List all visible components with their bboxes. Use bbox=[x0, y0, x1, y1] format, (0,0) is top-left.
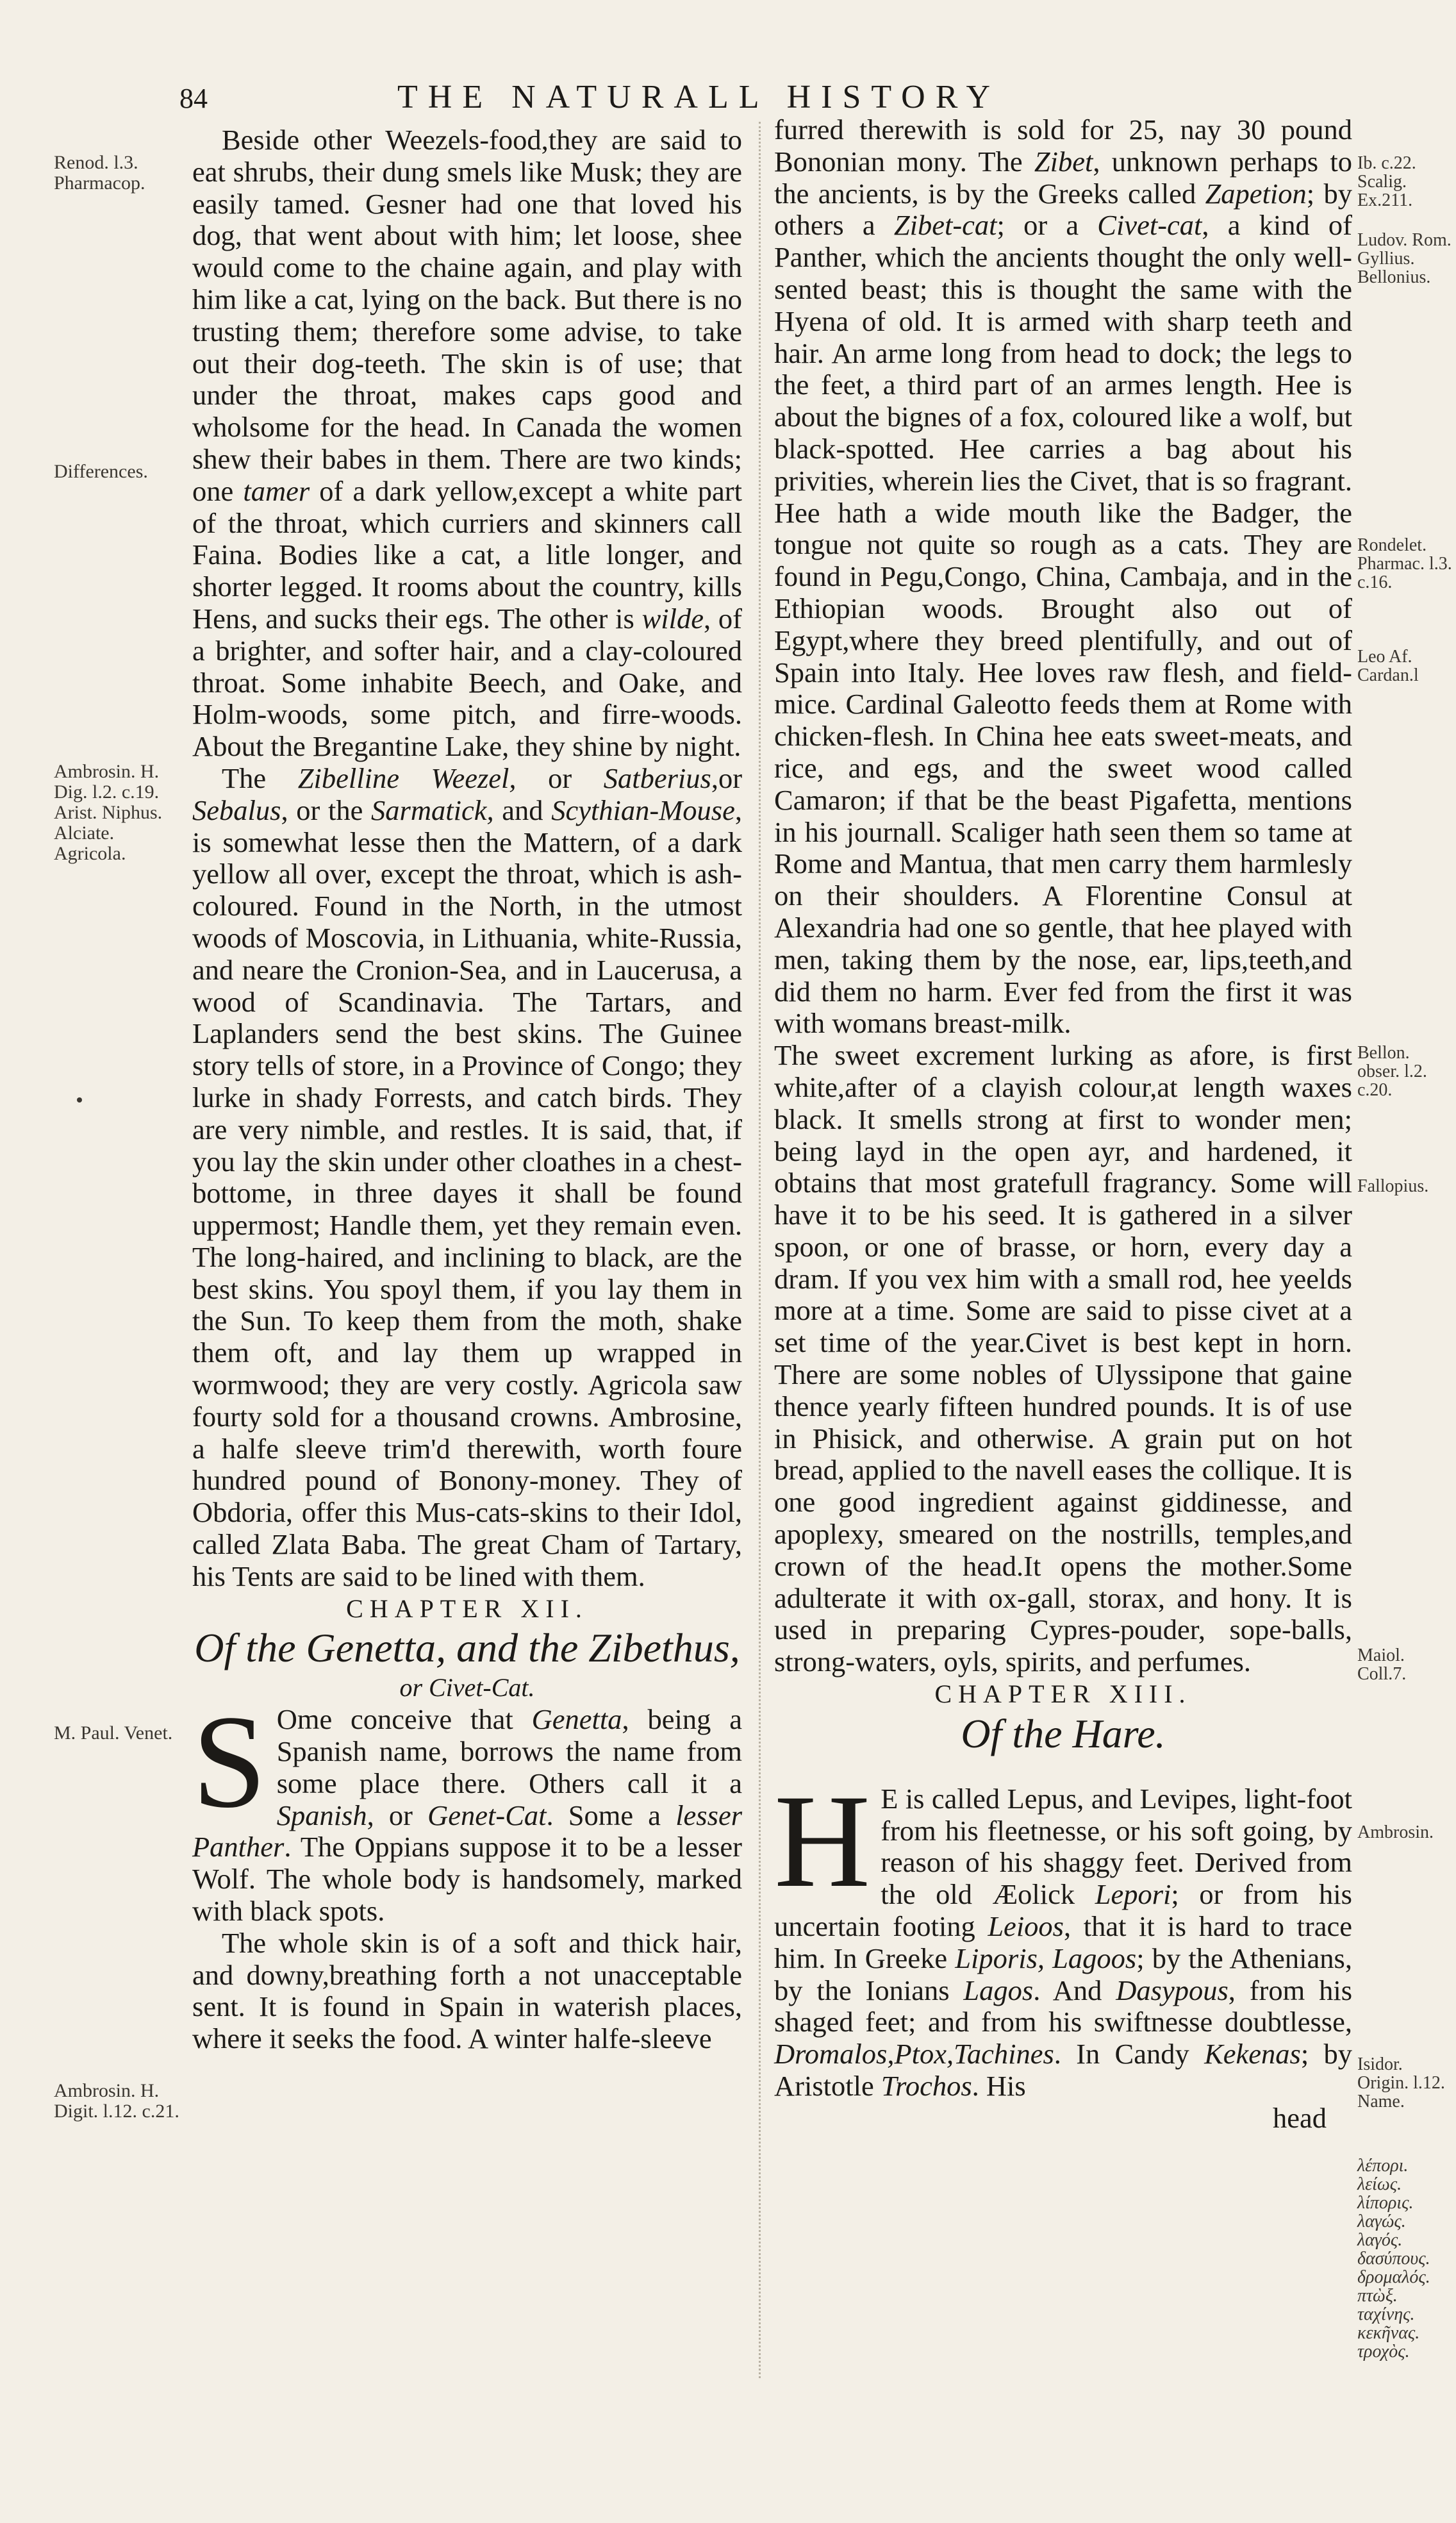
margin-note-maiol: Maiol. Coll.7. bbox=[1357, 1645, 1407, 1684]
margin-note-bellon: Bellon. obser. l.2. c.20. bbox=[1357, 1043, 1427, 1100]
chapter-12-heading: CHAPTER XII. bbox=[346, 1594, 588, 1623]
paragraph-weezel-food: Beside other Weezels-food,they are said to eat shrubs, their dung smels like Musk; they are easily tamed. Gesner had one that loved his dog, that went about with him; let loose, shee would come to the chaine again, and play with him like a cat, lying on the back. But there is no trusting them; therefore some advise, to take out their dog-teeth. The skin is of use; that under the throat, makes caps good and wholsome for the head. In Canada the women shew their babes in them. There are two kinds; one tamer of a dark yellow,except a white part of the throat, which curriers and skinners call Faina. Bodies like a cat, a litle longer, and shorter legged. It rooms about the country, kills Hens, and sucks their egs. The other is wilde, of a brighter, and softer hair, and a clay-coloured throat. Some inhabite Beech, and Oake, and Holm-woods, some pitch, and firre-woods. About the Bregantine Lake, they shine by night. bbox=[192, 124, 742, 763]
margin-note-renod: Renod. l.3. Pharmacop. bbox=[54, 152, 145, 194]
drop-cap-h: H bbox=[774, 1767, 871, 1915]
margin-note-differences: Differences. bbox=[54, 461, 148, 482]
margin-note-ambrosin-2: Ambrosin. H. Digit. l.12. c.21. bbox=[54, 2080, 179, 2122]
page-number: 84 bbox=[179, 83, 208, 114]
paragraph-genetta-skin: The whole skin is of a soft and thick hair, and downy,breathing forth a not unacceptable sent. It is found in Spain in waterish places, where it seeks the food. A winter halfe-sleeve bbox=[192, 1926, 742, 2055]
left-column bbox=[192, 124, 742, 2055]
margin-note-isidor: Isidor. Origin. l.12. Name. bbox=[1357, 2054, 1445, 2111]
margin-note-fallopius: Fallopius. bbox=[1357, 1176, 1429, 1196]
margin-dot bbox=[77, 1097, 82, 1103]
margin-note-leo-af: Leo Af. Cardan.l bbox=[1357, 647, 1419, 685]
chapter-12-title: Of the Genetta, and the Zibethus, bbox=[194, 1625, 740, 1671]
paragraph-genetta: S Ome conceive that Genetta, being a Spanish name, borrows the name from some place there. Others call it a Spanish, or Genet-Cat. Some a lesser Panther. The Oppians suppose it to be a lesser Wolf. The whole body is handsomely, marked with black spots. bbox=[192, 1688, 743, 1928]
right-column bbox=[774, 114, 1352, 2135]
margin-note-paul-venet: M. Paul. Venet. bbox=[54, 1722, 173, 1744]
paragraph-hare: H E is called Lepus, and Levipes, light-foot from his fleetnesse, or his soft going, by reason of his shaggy feet. Derived from the old Æolick Lepori; or from his uncertain footing Leioos, that it is hard to trace him. In Greeke Liporis, Lagoos; by the Athenians, by the Ionians Lagos. And Dasypous, from his shaged feet; and from his swiftnesse doubtlesse, Dromalos,Ptox,Tachines. In Candy Kekenas; by Aristotle Trochos. His bbox=[774, 1767, 1353, 2102]
margin-note-ambrosin-1: Ambrosin. H. Dig. l.2. c.19. Arist. Niphus. Alciate. Agricola. bbox=[54, 761, 163, 864]
margin-note-ludov: Ludov. Rom. Gyllius. Bellonius. bbox=[1357, 230, 1452, 287]
drop-cap-s: S bbox=[192, 1688, 267, 1836]
chapter-12-subtitle: or Civet-Cat. bbox=[399, 1673, 535, 1703]
margin-note-ambrosin: Ambrosin. bbox=[1357, 1822, 1434, 1842]
margin-note-rondelet: Rondelet. Pharmac. l.3. c.16. bbox=[1357, 535, 1452, 592]
margin-note-scalig: Ib. c.22. Scalig. Ex.211. bbox=[1357, 153, 1416, 210]
catchword: head bbox=[1272, 2101, 1327, 2134]
paragraph-zibelline-weezel: The Zibelline Weezel, or Satberius,or Sebalus, or the Sarmatick, and Scythian-Mouse, is somewhat lesse then the Mattern, of a dark yellow all over, except the throat, which is ash-coloured. Found in the North, in the utmost woods of Moscovia, in Lithuania, white-Russia, and neare the Cronion-Sea, and in Laucerusa, a wood of Scandinavia. The Tartars, and Laplanders send the best skins. The Guinee story tells of store, in a Province of Congo; they lurke in shady Forrests, and catch birds. They are very nimble, and restles. It is said, that, if you lay the skin under other cloathes in a chest-bottome, in three dayes it shall be found uppermost; Handle them, yet they remain even. The long-haired, and inclining to black, are the best skins. You spoyl them, if you lay them in the Sun. To keep them from the moth, shake them oft, and lay them up wrapped in wormwood; they are very costly. Agricola saw fourty sold for a thousand crowns. Ambrosine, a halfe sleeve trim'd therewith, worth foure hundred pound of Bonony-money. They of Obdoria, offer this Mus-cats-skins to their Idol, called Zlata Baba. The great Cham of Tartary, his Tents are said to be lined with them. bbox=[192, 762, 743, 1592]
running-title: THE NATURALL HISTORY bbox=[397, 79, 1001, 115]
column-divider bbox=[759, 122, 761, 2378]
paragraph-civet-excrement: The sweet excrement lurking as afore, is first white,after of a clayish colour,at length waxes black. It smells strong at first to wonder men; being layd in the open ayr, and hardened, it obtains that most gratefull fragrancy. Some will have it to be his seed. It is gathered in a silver spoon, or one of brasse, or horn, every day a dram. If you vex him with a small rod, hee yeelds more at a time. Some are said to pisse civet at a set time of the year.Civet is best kept in horn. There are some nobles of Ulyssipone that gaine thence yearly fifteen hundred pounds. It is of use in Phisick, and otherwise. A grain put on hot bread, applied to the navell eases the collique. It is one good ingredient against giddinesse, and apoplexy, smeared on the nostrills, temples,and crown of the head.It opens the mother.Some adulterate it with ox-gall, storax, and hony. It is used in preparing Cypres-pouder, sope-balls, strong-waters, oyls, spirits, and perfumes. bbox=[774, 1039, 1352, 1678]
paragraph-zibet: furred therewith is sold for 25, nay 30 pound Bononian mony. The Zibet, unknown perhaps to the ancients, is by the Greeks called Zapetion; by others a Zibet-cat; or a Civet-cat, a kind of Panther, which the ancients thought the only well-sented beast; this is thought the same with the Hyena of old. It is armed with sharp teeth and hair. An arme long from head to dock; the legs to the feet, a third part of an armes length. Hee is about the bignes of a fox, coloured like a wolf, but black-spotted. Hee carries a bag about his privities, wherein lies the Civet, that is so fragrant. Hee hath a wide mouth like the Badger, the tongue not quite so rough as a cats. They are found in Pegu,Congo, China, Cambaja, and in the Ethiopian woods. Brought also out of Egypt,where they breed plentifully, and out of Spain into Italy. Hee loves raw flesh, and field-mice. Cardinal Galeotto feeds them at Rome with chicken-flesh. In China hee eats sweet-meats, and rice, and egs, and the sweet wood called Camaron; if that be the beast Pigafetta, mentions in his journall. Scaliger hath seen them so tame at Rome and Mantua, that men carry them harmlesly on their shoulders. A Florentine Consul at Alexandria had one so gentle, that hee played with men, taking them by the nose, ear, lips,teeth,and did them no harm. Ever fed from the first it was with womans breast-milk. bbox=[774, 113, 1353, 1040]
margin-note-greek-names: λέπορι. λείως. λίπορις. λαγώς. λαγός. δασύπους. δρομαλός. πτὼξ. ταχίνης. κεκῆνας. τροχὸς. bbox=[1357, 2156, 1430, 2361]
chapter-13-title: Of the Hare. bbox=[961, 1710, 1166, 1756]
chapter-13-heading: CHAPTER XIII. bbox=[934, 1679, 1192, 1709]
